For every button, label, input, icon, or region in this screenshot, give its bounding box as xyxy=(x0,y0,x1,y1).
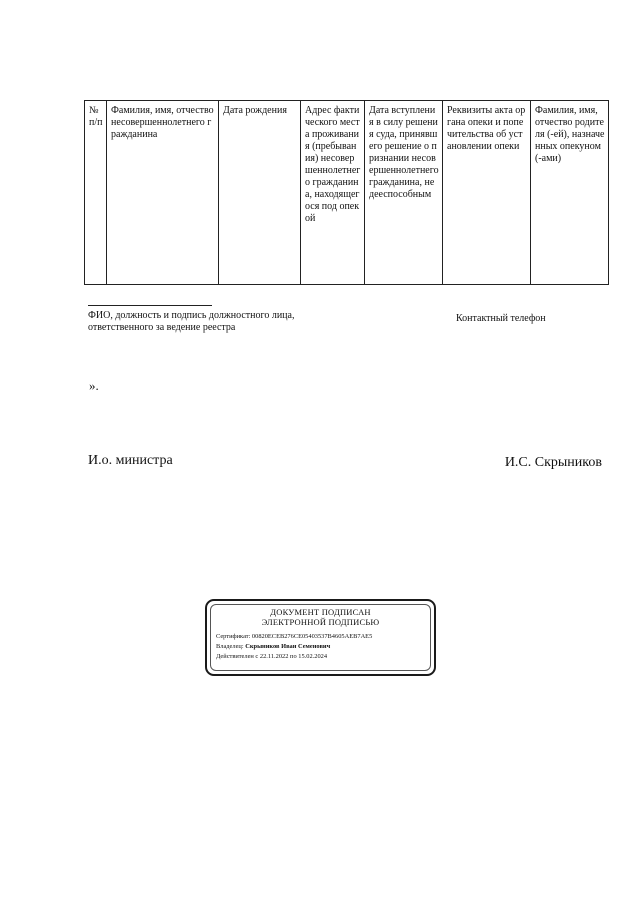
stamp-details xyxy=(207,632,434,662)
header-residence-address: Адрес фактического места проживания (пребывания) несовершеннолетнего гражданина, находящегося под опекой xyxy=(301,101,365,285)
header-number: № п/п xyxy=(85,101,107,285)
certificate-value: 00820ECEB276CE05403537B4605AEB7AE5 xyxy=(251,633,373,640)
signatory-position: И.о. министра xyxy=(88,453,173,468)
stamp-title-line-1: ДОКУМЕНТ ПОДПИСАН xyxy=(270,607,371,617)
header-guardianship-act: Реквизиты акта органа опеки и попечительства об установлении опеки xyxy=(443,101,531,285)
stamp-owner-row xyxy=(216,642,434,652)
owner-value: Скрыников Иван Семенович xyxy=(245,643,331,650)
signature-line xyxy=(88,305,212,306)
valid-from: 22.11.2022 xyxy=(259,653,289,660)
stamp-title-line-2: ЭЛЕКТРОННОЙ ПОДПИСЬЮ xyxy=(261,617,380,627)
table-header-row xyxy=(85,101,609,285)
registry-table xyxy=(84,100,609,285)
valid-label: Действителен с xyxy=(216,653,259,660)
header-full-name: Фамилия, имя, отчество несовершеннолетнего гражданина xyxy=(107,101,219,285)
stamp-certificate-row xyxy=(216,632,434,642)
header-court-decision-date: Дата вступления в силу решения суда, принявшего решение о признании несовершеннолетнего гражданина, недееспособным xyxy=(365,101,443,285)
header-birth-date: Дата рождения xyxy=(219,101,301,285)
signatory-name: И.С. Скрыников xyxy=(504,455,602,470)
header-guardian-parents: Фамилия, имя, отчество родителя (-ей), назначенных опекуном (-ами) xyxy=(531,101,609,285)
closing-quote: ». xyxy=(89,378,99,393)
valid-to: 15.02.2024 xyxy=(298,653,328,660)
contact-phone-caption: Контактный телефон xyxy=(456,313,546,324)
certificate-label: Сертификат: xyxy=(216,633,251,640)
owner-label: Владелец: xyxy=(216,643,244,650)
stamp-validity-row xyxy=(216,652,434,662)
valid-to-label: по xyxy=(290,653,297,660)
responsible-person-caption: ФИО, должность и подпись должностного лица, ответственного за ведение реестра xyxy=(88,310,295,333)
electronic-signature-stamp xyxy=(205,599,436,676)
stamp-title xyxy=(207,607,434,627)
